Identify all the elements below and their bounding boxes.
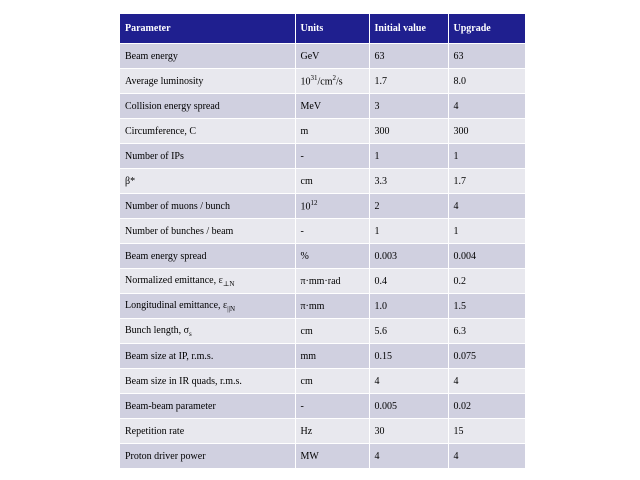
- table-row: [120, 44, 525, 69]
- table-row: [120, 119, 525, 144]
- cell-units: MW: [295, 444, 369, 469]
- cell-units: Hz: [295, 419, 369, 444]
- cell-units: -: [295, 394, 369, 419]
- cell-upgrade: 0.075: [448, 344, 525, 369]
- cell-initial: 1: [369, 144, 448, 169]
- header-parameter: Parameter: [120, 14, 295, 44]
- table-row: [120, 244, 525, 269]
- cell-upgrade: 1: [448, 144, 525, 169]
- cell-initial: 0.15: [369, 344, 448, 369]
- cell-parameter: Beam energy: [120, 44, 295, 69]
- cell-upgrade: 300: [448, 119, 525, 144]
- units-exponent: 12: [310, 199, 318, 208]
- cell-initial: 1.0: [369, 294, 448, 319]
- cell-parameter: Beam size in IR quads, r.m.s.: [120, 369, 295, 394]
- table-row: [120, 219, 525, 244]
- table-row: [120, 194, 525, 219]
- cell-upgrade: 6.3: [448, 319, 525, 344]
- cell-units: cm: [295, 319, 369, 344]
- table-row: [120, 419, 525, 444]
- cell-parameter: Beam size at IP, r.m.s.: [120, 344, 295, 369]
- cell-upgrade: 4: [448, 369, 525, 394]
- units-base: 10: [300, 76, 311, 88]
- table-header-row: [120, 14, 525, 44]
- cell-upgrade: 1.5: [448, 294, 525, 319]
- cell-upgrade: 4: [448, 444, 525, 469]
- units-mid: /cm: [317, 76, 333, 88]
- cell-parameter: Average luminosity: [120, 69, 295, 94]
- cell-initial: 30: [369, 419, 448, 444]
- cell-parameter: Number of bunches / beam: [120, 219, 295, 244]
- cell-units: -: [295, 144, 369, 169]
- cell-initial: 0.003: [369, 244, 448, 269]
- cell-parameter: β*: [120, 169, 295, 194]
- cell-upgrade: 1: [448, 219, 525, 244]
- parameter-text: Normalized emittance, ε: [125, 274, 223, 286]
- cell-upgrade: 63: [448, 44, 525, 69]
- cell-units: MeV: [295, 94, 369, 119]
- cell-parameter: Proton driver power: [120, 444, 295, 469]
- cell-initial: 1: [369, 219, 448, 244]
- table-row: [120, 369, 525, 394]
- cell-units: [295, 194, 369, 219]
- cell-parameter: Circumference, C: [120, 119, 295, 144]
- cell-units: π·mm: [295, 294, 369, 319]
- cell-units: GeV: [295, 44, 369, 69]
- cell-upgrade: 8.0: [448, 69, 525, 94]
- cell-parameter: [120, 294, 295, 319]
- units-end: /s: [336, 76, 343, 88]
- cell-units: [295, 69, 369, 94]
- cell-parameter: Beam energy spread: [120, 244, 295, 269]
- parameter-subscript: s: [189, 329, 192, 338]
- cell-initial: 5.6: [369, 319, 448, 344]
- cell-upgrade: 4: [448, 194, 525, 219]
- table-row: [120, 294, 525, 319]
- cell-upgrade: 1.7: [448, 169, 525, 194]
- table-row: [120, 394, 525, 419]
- table-row: [120, 69, 525, 94]
- cell-upgrade: 0.004: [448, 244, 525, 269]
- cell-upgrade: 4: [448, 94, 525, 119]
- cell-parameter: Beam-beam parameter: [120, 394, 295, 419]
- cell-parameter: Number of muons / bunch: [120, 194, 295, 219]
- cell-initial: 0.4: [369, 269, 448, 294]
- table-row: [120, 144, 525, 169]
- cell-parameter: [120, 269, 295, 294]
- table-row: [120, 94, 525, 119]
- cell-initial: 3: [369, 94, 448, 119]
- cell-initial: 0.005: [369, 394, 448, 419]
- cell-units: mm: [295, 344, 369, 369]
- units-exponent: 31: [310, 74, 318, 83]
- cell-units: π·mm·rad: [295, 269, 369, 294]
- table-row: [120, 319, 525, 344]
- cell-parameter: [120, 319, 295, 344]
- cell-initial: 63: [369, 44, 448, 69]
- cell-parameter: Number of IPs: [120, 144, 295, 169]
- cell-initial: 1.7: [369, 69, 448, 94]
- cell-parameter: Repetition rate: [120, 419, 295, 444]
- cell-units: %: [295, 244, 369, 269]
- cell-initial: 300: [369, 119, 448, 144]
- header-initial-value: Initial value: [369, 14, 448, 44]
- parameter-subscript: ⊥N: [222, 279, 235, 288]
- units-exponent-2: 2: [332, 74, 336, 83]
- header-units: Units: [295, 14, 369, 44]
- cell-units: m: [295, 119, 369, 144]
- table-row: [120, 444, 525, 469]
- cell-units: cm: [295, 369, 369, 394]
- cell-initial: 2: [369, 194, 448, 219]
- parameter-table-container: [120, 14, 525, 468]
- cell-upgrade: 15: [448, 419, 525, 444]
- cell-initial: 4: [369, 369, 448, 394]
- parameter-text: Bunch length, σ: [125, 324, 189, 336]
- cell-upgrade: 0.02: [448, 394, 525, 419]
- parameter-subscript: ||N: [227, 304, 236, 313]
- cell-units: cm: [295, 169, 369, 194]
- table-row: [120, 269, 525, 294]
- parameter-table: [120, 14, 525, 468]
- table-row: [120, 344, 525, 369]
- cell-parameter: Collision energy spread: [120, 94, 295, 119]
- table-row: [120, 169, 525, 194]
- cell-upgrade: 0.2: [448, 269, 525, 294]
- cell-initial: 3.3: [369, 169, 448, 194]
- units-base: 10: [300, 201, 311, 213]
- header-upgrade: Upgrade: [448, 14, 525, 44]
- cell-initial: 4: [369, 444, 448, 469]
- cell-units: -: [295, 219, 369, 244]
- parameter-text: Longitudinal emittance, ε: [125, 299, 228, 311]
